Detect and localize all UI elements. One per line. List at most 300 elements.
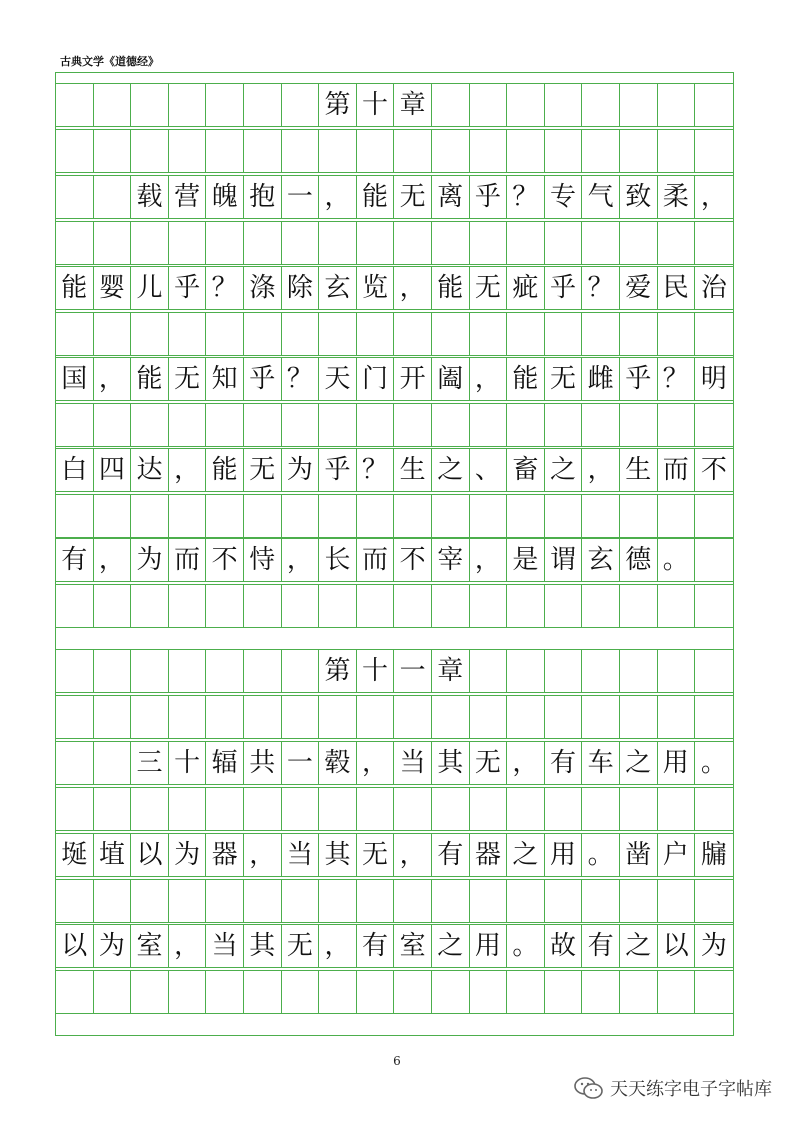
grid-cell: 而: [658, 449, 696, 491]
practice-cell: [582, 696, 620, 738]
grid-cell: 有: [545, 742, 583, 784]
grid-cell: 为: [131, 539, 169, 581]
practice-cell: [620, 404, 658, 446]
practice-cell: [282, 495, 320, 537]
grid-cell: [507, 650, 545, 692]
grid-cell: [695, 84, 733, 126]
practice-cell: [169, 696, 207, 738]
grid-cell: 明: [700, 364, 727, 394]
practice-cell: [319, 313, 357, 355]
practice-cell: [56, 222, 94, 264]
grid-cell: [56, 742, 94, 784]
practice-cell: [282, 696, 320, 738]
practice-cell: [169, 495, 207, 537]
practice-cell: [582, 313, 620, 355]
grid-cell: [282, 650, 320, 692]
practice-cell: [432, 585, 470, 627]
practice-cell: [169, 313, 207, 355]
practice-cell: [432, 130, 470, 172]
practice-cell: [394, 880, 432, 922]
practice-cell: [244, 971, 282, 1013]
grid-cell: 无: [545, 358, 583, 400]
practice-cell: [658, 971, 696, 1013]
grid-cell: 能: [432, 267, 470, 309]
grid-cell: 魄: [206, 176, 244, 218]
grid-cell: 谓: [545, 539, 583, 581]
grid-cell: 致: [620, 176, 658, 218]
practice-cell: [394, 585, 432, 627]
text-row: [56, 741, 733, 785]
practice-cell: [206, 404, 244, 446]
practice-cell: [432, 788, 470, 830]
grid-cell: 有: [56, 539, 94, 581]
practice-cell: [620, 585, 658, 627]
practice-cell: [545, 971, 583, 1013]
practice-cell: [319, 971, 357, 1013]
grid-cell: 毂: [319, 742, 357, 784]
practice-cell: [470, 313, 508, 355]
grid-cell: 章: [394, 84, 432, 126]
practice-cell: [169, 788, 207, 830]
practice-cell: [582, 971, 620, 1013]
grid-cell: ？: [658, 358, 696, 400]
grid-cell: 天: [319, 358, 357, 400]
grid-cell: ，: [169, 449, 207, 491]
practice-cell: [94, 495, 132, 537]
grid-cell: 一: [282, 742, 320, 784]
practice-cell: [695, 222, 733, 264]
grid-cell: 国: [56, 358, 94, 400]
practice-grid-sheet: [55, 72, 734, 1036]
practice-cell: [244, 696, 282, 738]
grid-cell: 乎: [620, 358, 658, 400]
grid-cell: 用: [470, 925, 508, 967]
practice-cell: [56, 130, 94, 172]
practice-cell: [658, 880, 696, 922]
text-row: [56, 833, 733, 877]
practice-cell: [394, 313, 432, 355]
practice-cell: [394, 788, 432, 830]
grid-cell: 乎: [470, 176, 508, 218]
practice-cell: [394, 130, 432, 172]
grid-cell: [206, 84, 244, 126]
grid-cell: [545, 84, 583, 126]
grid-cell: [582, 650, 620, 692]
practice-cell: [695, 130, 733, 172]
practice-cell: [582, 880, 620, 922]
practice-cell: [394, 404, 432, 446]
practice-cell: [470, 880, 508, 922]
practice-cell: [695, 788, 733, 830]
grid-cell: ，: [319, 925, 357, 967]
grid-cell: 雌: [582, 358, 620, 400]
grid-cell: [582, 84, 620, 126]
practice-cell: [169, 222, 207, 264]
watermark: [574, 1075, 772, 1101]
practice-cell: [56, 971, 94, 1013]
grid-cell: 。: [700, 748, 727, 778]
practice-cell: [507, 130, 545, 172]
practice-row: [56, 129, 733, 173]
grid-cell: 无: [169, 358, 207, 400]
practice-cell: [94, 788, 132, 830]
practice-cell: [470, 404, 508, 446]
practice-cell: [169, 404, 207, 446]
practice-cell: [131, 404, 169, 446]
practice-cell: [56, 696, 94, 738]
grid-cell: [545, 650, 583, 692]
grid-cell: [206, 650, 244, 692]
grid-cell: [244, 650, 282, 692]
practice-cell: [206, 971, 244, 1013]
practice-cell: [695, 696, 733, 738]
grid-cell: 十: [357, 84, 395, 126]
practice-cell: [695, 404, 733, 446]
practice-cell: [169, 130, 207, 172]
grid-cell: 乎: [169, 267, 207, 309]
grid-cell: 其: [432, 742, 470, 784]
grid-cell: 无: [470, 742, 508, 784]
practice-cell: [94, 313, 132, 355]
practice-cell: [131, 313, 169, 355]
grid-cell: ，: [470, 358, 508, 400]
practice-cell: [282, 788, 320, 830]
grid-cell: [94, 84, 132, 126]
practice-cell: [432, 880, 470, 922]
practice-cell: [131, 222, 169, 264]
grid-cell: ，: [282, 539, 320, 581]
practice-cell: [282, 585, 320, 627]
grid-cell: 不: [700, 455, 727, 485]
practice-cell: [432, 313, 470, 355]
grid-cell: 为: [282, 449, 320, 491]
grid-cell: 牖: [700, 840, 727, 870]
grid-cell: 宰: [432, 539, 470, 581]
practice-cell: [582, 788, 620, 830]
grid-cell: ，: [94, 539, 132, 581]
practice-cell: [658, 222, 696, 264]
grid-cell: 有: [582, 925, 620, 967]
practice-cell: [620, 130, 658, 172]
practice-cell: [94, 880, 132, 922]
text-row: [56, 538, 733, 582]
practice-cell: [169, 880, 207, 922]
grid-cell: 白: [56, 449, 94, 491]
grid-cell: 第: [319, 650, 357, 692]
grid-cell: 畜: [507, 449, 545, 491]
grid-cell: 之: [620, 925, 658, 967]
grid-cell: 知: [206, 358, 244, 400]
practice-cell: [620, 222, 658, 264]
grid-cell: 涤: [244, 267, 282, 309]
practice-cell: [131, 696, 169, 738]
grid-cell: ？: [507, 176, 545, 218]
grid-cell: ，: [319, 176, 357, 218]
practice-cell: [432, 222, 470, 264]
practice-cell: [206, 788, 244, 830]
grid-cell: ，: [244, 834, 282, 876]
grid-cell: 十: [357, 650, 395, 692]
practice-row: [56, 403, 733, 447]
grid-cell: 之: [545, 449, 583, 491]
grid-cell: 。: [658, 539, 696, 581]
practice-cell: [357, 130, 395, 172]
grid-cell: 能: [131, 358, 169, 400]
practice-cell: [695, 880, 733, 922]
practice-cell: [131, 130, 169, 172]
grid-cell: ，: [394, 267, 432, 309]
grid-cell: 以: [658, 925, 696, 967]
grid-cell: 无: [244, 449, 282, 491]
practice-cell: [658, 313, 696, 355]
practice-cell: [206, 222, 244, 264]
grid-cell: [470, 650, 508, 692]
grid-cell: 埏: [56, 834, 94, 876]
practice-cell: [432, 404, 470, 446]
grid-cell: 其: [319, 834, 357, 876]
practice-cell: [206, 495, 244, 537]
grid-cell: 一: [394, 650, 432, 692]
practice-cell: [582, 130, 620, 172]
text-row: [56, 357, 733, 401]
practice-cell: [244, 313, 282, 355]
grid-cell: 当: [282, 834, 320, 876]
practice-cell: [545, 495, 583, 537]
practice-cell: [94, 971, 132, 1013]
grid-cell: 览: [357, 267, 395, 309]
practice-cell: [658, 495, 696, 537]
practice-row: [56, 221, 733, 265]
grid-cell: 疵: [507, 267, 545, 309]
grid-cell: 是: [507, 539, 545, 581]
grid-cell: 。: [507, 925, 545, 967]
practice-cell: [470, 971, 508, 1013]
practice-cell: [432, 971, 470, 1013]
grid-cell: 民: [658, 267, 696, 309]
practice-cell: [319, 696, 357, 738]
grid-cell: 门: [357, 358, 395, 400]
practice-cell: [545, 404, 583, 446]
practice-cell: [56, 495, 94, 537]
grid-cell: 一: [282, 176, 320, 218]
grid-cell: 儿: [131, 267, 169, 309]
watermark-text: 天天练字电子字帖库: [610, 1079, 772, 1100]
grid-cell: [56, 176, 94, 218]
grid-cell: 三: [131, 742, 169, 784]
grid-cell: ？: [282, 358, 320, 400]
practice-cell: [470, 222, 508, 264]
practice-cell: [56, 313, 94, 355]
grid-cell: 能: [206, 449, 244, 491]
practice-cell: [695, 495, 733, 537]
grid-cell: 无: [394, 176, 432, 218]
practice-cell: [620, 880, 658, 922]
grid-cell: [94, 742, 132, 784]
grid-cell: [169, 650, 207, 692]
practice-cell: [658, 130, 696, 172]
practice-cell: [620, 696, 658, 738]
practice-cell: [432, 495, 470, 537]
grid-cell: 无: [357, 834, 395, 876]
practice-cell: [357, 971, 395, 1013]
grid-cell: 气: [582, 176, 620, 218]
practice-cell: [357, 222, 395, 264]
practice-cell: [695, 313, 733, 355]
practice-cell: [169, 971, 207, 1013]
practice-cell: [357, 495, 395, 537]
grid-cell: 室: [394, 925, 432, 967]
grid-cell: 不: [394, 539, 432, 581]
practice-cell: [206, 313, 244, 355]
grid-cell: 乎: [319, 449, 357, 491]
grid-cell: 四: [94, 449, 132, 491]
practice-cell: [244, 788, 282, 830]
grid-cell: 婴: [94, 267, 132, 309]
grid-cell: 无: [282, 925, 320, 967]
practice-cell: [507, 495, 545, 537]
practice-cell: [470, 696, 508, 738]
practice-cell: [394, 696, 432, 738]
practice-cell: [94, 585, 132, 627]
grid-cell: 之: [620, 742, 658, 784]
grid-cell: 用: [545, 834, 583, 876]
practice-cell: [282, 130, 320, 172]
grid-cell: 而: [357, 539, 395, 581]
practice-cell: [131, 585, 169, 627]
practice-cell: [620, 971, 658, 1013]
grid-cell: ，: [470, 539, 508, 581]
grid-cell: [695, 650, 733, 692]
practice-row: [56, 787, 733, 831]
practice-cell: [545, 880, 583, 922]
practice-cell: [545, 585, 583, 627]
practice-cell: [319, 404, 357, 446]
practice-cell: [545, 696, 583, 738]
grid-cell: 乎: [545, 267, 583, 309]
practice-cell: [282, 404, 320, 446]
grid-cell: ，: [357, 742, 395, 784]
grid-cell: 生: [394, 449, 432, 491]
practice-cell: [206, 880, 244, 922]
practice-cell: [282, 971, 320, 1013]
practice-cell: [582, 495, 620, 537]
practice-cell: [507, 971, 545, 1013]
grid-cell: 章: [432, 650, 470, 692]
grid-cell: 十: [169, 742, 207, 784]
practice-cell: [470, 585, 508, 627]
wechat-logo-icon: [574, 1076, 604, 1100]
grid-cell: 不: [206, 539, 244, 581]
practice-cell: [545, 313, 583, 355]
practice-cell: [319, 130, 357, 172]
grid-cell: [432, 84, 470, 126]
grid-cell: 治: [700, 273, 727, 303]
practice-cell: [357, 404, 395, 446]
grid-cell: 之: [432, 925, 470, 967]
grid-cell: 爱: [620, 267, 658, 309]
grid-cell: 有: [432, 834, 470, 876]
practice-cell: [206, 130, 244, 172]
grid-cell: 。: [582, 834, 620, 876]
grid-cell: 柔: [658, 176, 696, 218]
page-number: 6: [393, 1054, 401, 1068]
text-row: [56, 649, 733, 693]
practice-cell: [470, 788, 508, 830]
grid-cell: 以: [56, 925, 94, 967]
grid-cell: ？: [206, 267, 244, 309]
practice-cell: [131, 788, 169, 830]
text-row: [56, 83, 733, 127]
practice-cell: [94, 222, 132, 264]
practice-cell: [394, 495, 432, 537]
grid-cell: 之: [432, 449, 470, 491]
grid-cell: 能: [357, 176, 395, 218]
grid-cell: [244, 84, 282, 126]
grid-cell: [282, 84, 320, 126]
practice-cell: [206, 696, 244, 738]
text-row: [56, 175, 733, 219]
grid-cell: 用: [658, 742, 696, 784]
grid-cell: 专: [545, 176, 583, 218]
grid-cell: 能: [507, 358, 545, 400]
practice-cell: [56, 880, 94, 922]
practice-cell: [131, 495, 169, 537]
practice-cell: [545, 222, 583, 264]
practice-cell: [695, 971, 733, 1013]
grid-cell: 离: [432, 176, 470, 218]
practice-cell: [282, 222, 320, 264]
practice-cell: [94, 404, 132, 446]
practice-cell: [131, 880, 169, 922]
grid-cell: [620, 650, 658, 692]
grid-cell: 以: [131, 834, 169, 876]
practice-cell: [319, 222, 357, 264]
practice-cell: [658, 696, 696, 738]
grid-cell: 为: [169, 834, 207, 876]
grid-cell: 凿: [620, 834, 658, 876]
grid-cell: [56, 84, 94, 126]
grid-cell: 载: [131, 176, 169, 218]
practice-cell: [507, 696, 545, 738]
practice-row: [56, 879, 733, 923]
grid-cell: 其: [244, 925, 282, 967]
text-row: [56, 266, 733, 310]
grid-cell: [620, 84, 658, 126]
practice-cell: [470, 495, 508, 537]
grid-cell: 室: [131, 925, 169, 967]
grid-cell: 生: [620, 449, 658, 491]
practice-row: [56, 584, 733, 628]
practice-cell: [56, 404, 94, 446]
practice-cell: [56, 585, 94, 627]
grid-cell: 第: [319, 84, 357, 126]
grid-cell: 无: [470, 267, 508, 309]
practice-cell: [507, 313, 545, 355]
grid-cell: 德: [620, 539, 658, 581]
grid-cell: ，: [507, 742, 545, 784]
practice-cell: [582, 585, 620, 627]
practice-cell: [319, 880, 357, 922]
practice-cell: [470, 130, 508, 172]
document-header-title: 古典文学《道德经》: [60, 55, 159, 68]
practice-cell: [206, 585, 244, 627]
grid-cell: [94, 650, 132, 692]
practice-cell: [507, 788, 545, 830]
grid-cell: [56, 650, 94, 692]
grid-cell: [131, 84, 169, 126]
practice-cell: [319, 495, 357, 537]
practice-cell: [169, 585, 207, 627]
